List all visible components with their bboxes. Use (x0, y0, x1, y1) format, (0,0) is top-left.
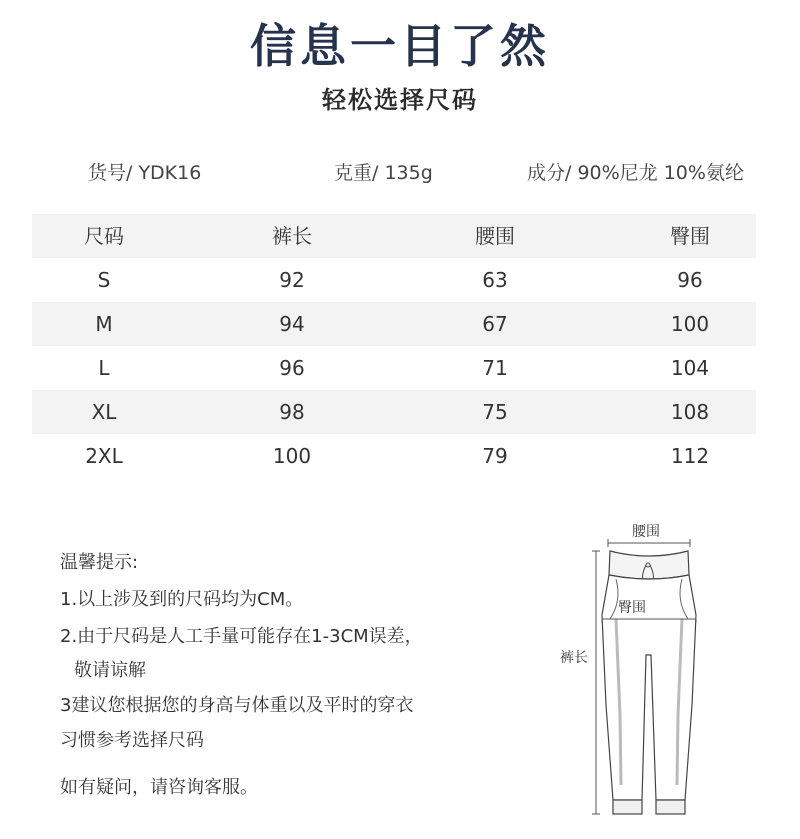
cell-size: 2XL (85, 444, 123, 468)
cell-hip: 112 (670, 444, 710, 468)
table-row (32, 434, 756, 478)
length-label: 裤长 (560, 650, 588, 666)
table-header-row (32, 214, 756, 258)
tips-heading: 温馨提示: (60, 552, 139, 573)
cell-hip: 108 (670, 400, 710, 424)
table-row (32, 346, 756, 390)
tip-line: 1.以上涉及到的尺码均为CM。 (60, 589, 304, 610)
waist-label: 腰围 (632, 524, 660, 540)
cell-length: 100 (272, 444, 312, 468)
tip-line: 3建议您根据您的身高与体重以及平时的穿衣 (60, 695, 414, 716)
weight-info: 克重/ 135g (334, 162, 433, 184)
cell-size: XL (91, 400, 117, 424)
cell-waist: 67 (482, 312, 508, 336)
table-row (32, 258, 756, 302)
tip-line: 如有疑问，请咨询客服。 (60, 777, 258, 798)
cell-hip: 100 (670, 312, 710, 336)
header-waist: 腰围 (475, 224, 515, 248)
page-subtitle: 轻松选择尺码 (322, 86, 478, 114)
cell-hip: 96 (677, 268, 703, 292)
table-row (32, 390, 756, 434)
header-size: 尺码 (84, 224, 124, 248)
cell-hip: 104 (670, 356, 710, 380)
cell-size: S (97, 268, 111, 292)
cell-waist: 79 (482, 444, 508, 468)
header-hip: 臀围 (670, 224, 710, 248)
header-length: 裤长 (272, 224, 312, 248)
tip-line: 习惯参考选择尺码 (60, 730, 204, 751)
material-info: 成分/ 90%尼龙 10%氨纶 (527, 162, 744, 184)
pants-outline-icon (558, 515, 728, 835)
item-number: 货号/ YDK16 (88, 162, 202, 184)
cell-size: L (98, 356, 110, 380)
page-title: 信息一目了然 (250, 19, 550, 73)
cell-length: 98 (279, 400, 305, 424)
tip-line: 2.由于尺码是人工手量可能存在1-3CM误差， (60, 626, 423, 647)
cell-waist: 71 (482, 356, 508, 380)
cell-size: M (95, 312, 113, 336)
tip-line: 敬请谅解 (74, 660, 146, 681)
pants-diagram (558, 515, 728, 835)
cell-length: 94 (279, 312, 305, 336)
cell-waist: 75 (482, 400, 508, 424)
cell-length: 92 (279, 268, 305, 292)
table-row (32, 302, 756, 346)
cell-length: 96 (279, 356, 305, 380)
cell-waist: 63 (482, 268, 508, 292)
hip-label: 臀围 (618, 600, 646, 616)
size-table (32, 214, 756, 478)
